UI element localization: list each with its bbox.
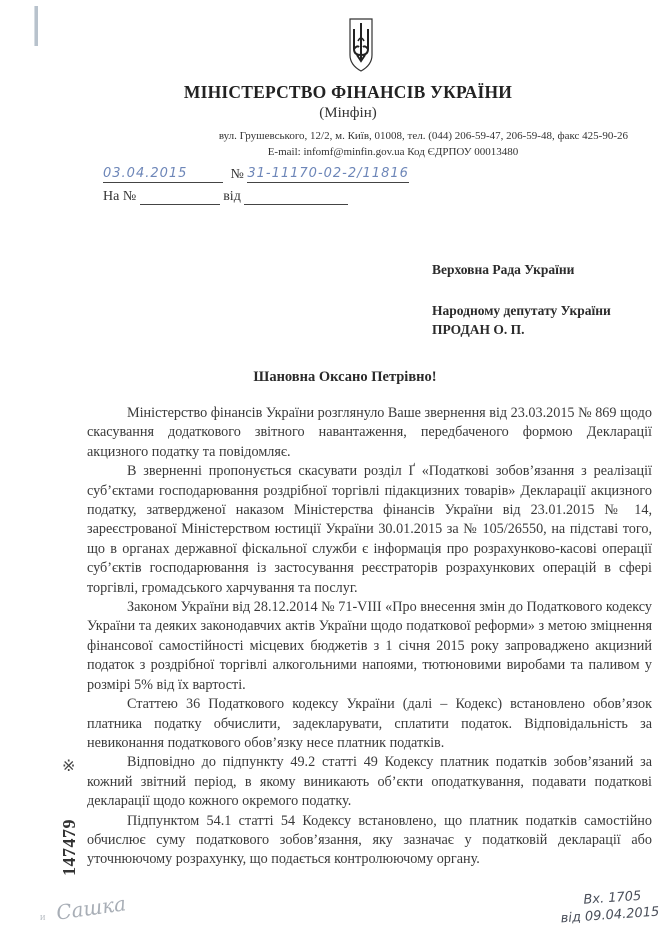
ministry-address: вул. Грушевського, 12/2, м. Київ, 01008, тел. (044) 206-59-47, 206-59-48, факс 425-90-26 [218,130,628,142]
ministry-title: МІНІСТЕРСТВО ФІНАНСІВ УКРАЇНИ [183,82,513,102]
paragraph: Міністерство фінансів України розглянуло Ваше звернення від 23.03.2015 № 869 щодо скасування додаткового звітного навантаження, передбаченого формою Декларації акцизного податку та повідомляє. [87,405,652,460]
outgoing-number-field [247,166,409,183]
reply-number-label: На № [103,189,137,204]
asterisk-mark: ※ [62,758,76,775]
recipient-position: Народному депутату України [432,303,611,318]
recipient-name: ПРОДАН О. П. [432,322,525,337]
paragraph: В зверненні пропонується скасувати розділ Ґ «Податкові зобов’язання з реалізації суб’єктами господарювання роздрібної торгівлі підакцизних товарів» Декларації акцизного податку, затвердженої наказом Міністерства фінансів України від 23.01.2015 № 14, зареєстрованої Міністерством юстиції України 30.01.2015 за № 105/26550, на підставі того, що в органах державної фіскальної служби є інформація про розрахунково-касові операції суб’єктів господарювання із застосування реєстраторів розрахункових операцій в сфері торгівлі, громадського харчування та послуг. [87,463,652,596]
ministry-short-name: (Мінфін) [319,105,377,121]
paragraph: Законом України від 28.12.2014 № 71-VIII «Про внесення змін до Податкового кодексу України та деяких законодавчих актів України щодо податкової реформи» з метою зміцнення фінансової самостійності місцевих бюджетів з 1 січня 2015 року запроваджено акцизний податок з роздрібної торгівлі алкогольними напоями, тютюновими виробами та паливом у розмірі 5% від їх вартості. [87,599,652,693]
outgoing-number: 31-11170-02-2/11816 [247,166,409,181]
reply-number-field [140,204,220,205]
paragraph: Відповідно до підпункту 49.2 статті 49 Кодексу платник податків зобов’язаний за кожний звітний період, в якому виникають об’єкти оподаткування, подавати податкові декларації щодо кожного окремого податку. [87,754,652,810]
recipient-organization: Верховна Рада України [432,262,575,277]
outgoing-registration [103,166,409,183]
salutation: Шановна Оксано Петрівно! [253,369,437,385]
incoming-number: Вх. 1705 [582,888,642,908]
incoming-date: від 09.04.2015 [560,904,660,927]
paragraph: Статтею 36 Податкового кодексу України (далі – Кодекс) встановлено обов’язок платника податку обчислити, задекларувати, сплатити податок. Відповідальність за невиконання податкового обов’язку несе платник податків. [87,696,652,751]
reply-date-field [244,204,348,205]
outgoing-date: 03.04.2015 [103,166,188,181]
handwritten-signature: Сашка [54,891,128,925]
trident-icon [348,17,374,73]
reply-date-label: від [223,189,241,204]
reply-reference [103,189,348,205]
number-label: № [230,167,244,182]
registry-stamp-number: 147479 [59,819,79,876]
incoming-stamp [559,887,660,928]
signature-prefix: и [40,912,46,923]
ministry-contacts: E-mail: infomf@minfin.gov.ua Код ЄДРПОУ 00013480 [267,146,519,158]
paragraph: Підпунктом 54.1 статті 54 Кодексу встановлено, що платник податків самостійно обчислює суму податкового зобов’язання, яку зазначає у податковій декларації або уточнюючому розрахунку, що подається контролюючому органу. [87,812,652,868]
letter-body [87,404,652,870]
scan-artifact [34,6,38,46]
outgoing-date-field [103,166,223,183]
